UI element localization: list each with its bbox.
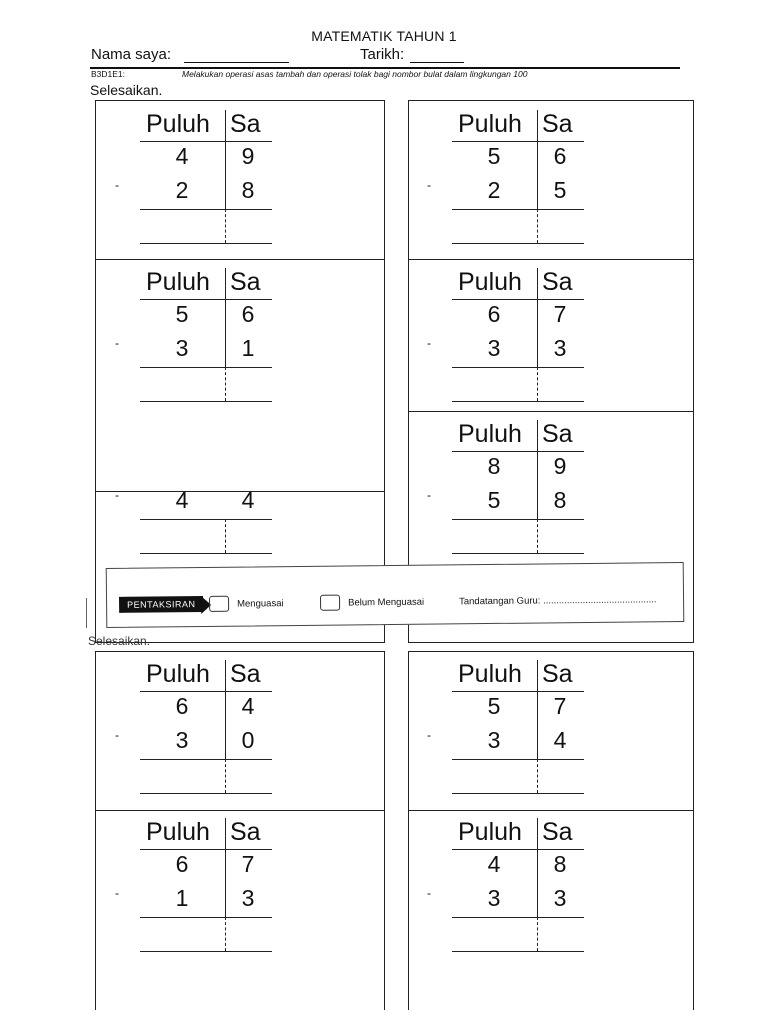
subtraction-rule [452, 209, 584, 210]
answer-rule [140, 243, 272, 244]
date-label: Tarikh: [360, 46, 405, 63]
column-divider [537, 110, 538, 209]
bottom-ones-digit: 1 [241, 335, 255, 361]
subtraction-rule [140, 759, 272, 760]
bottom-ones-digit: 8 [241, 177, 255, 203]
ones-header: Sa [542, 268, 573, 296]
worksheet-title: MATEMATIK TAHUN 1 [311, 28, 457, 44]
minus-sign: - [115, 886, 119, 900]
tens-header: Puluh [458, 660, 522, 688]
answer-rule [452, 243, 584, 244]
bottom-tens-digit: 4 [175, 487, 189, 513]
column-divider [225, 660, 226, 759]
header-rule [140, 691, 272, 692]
top-tens-digit: 5 [175, 301, 189, 327]
column-divider [225, 818, 226, 917]
bottom-ones-digit: 3 [241, 885, 255, 911]
minus-sign: - [427, 178, 431, 192]
minus-sign: - [115, 488, 119, 502]
subtraction-rule [140, 917, 272, 918]
column-divider [537, 818, 538, 917]
tens-header: Puluh [458, 110, 522, 138]
answer-rule [452, 951, 584, 952]
top-ones-digit: 9 [553, 453, 567, 479]
header-rule [140, 299, 272, 300]
answer-divider [537, 759, 538, 793]
subtraction-rule [140, 367, 272, 368]
ones-header: Sa [230, 660, 261, 688]
header-rule [452, 691, 584, 692]
top-tens-digit: 6 [487, 301, 501, 327]
header-rule [140, 141, 272, 142]
answer-divider [537, 917, 538, 951]
header-rule [452, 141, 584, 142]
answer-divider [225, 917, 226, 951]
name-field[interactable] [184, 62, 289, 63]
answer-rule [140, 793, 272, 794]
answer-divider [537, 519, 538, 553]
bottom-tens-digit: 2 [175, 177, 189, 203]
not-mastered-label: Belum Menguasai [348, 596, 425, 609]
ones-header: Sa [542, 818, 573, 846]
header-rule [140, 849, 272, 850]
bottom-tens-digit: 3 [487, 885, 501, 911]
page-edge-mark [86, 598, 93, 628]
date-field[interactable] [410, 62, 464, 63]
bottom-ones-digit: 3 [553, 885, 567, 911]
ones-header: Sa [542, 660, 573, 688]
name-label: Nama saya: [91, 46, 172, 63]
bottom-ones-digit: 4 [553, 727, 567, 753]
tens-header: Puluh [146, 268, 210, 296]
answer-divider [225, 759, 226, 793]
minus-sign: - [427, 886, 431, 900]
subtraction-rule [452, 367, 584, 368]
answer-rule [140, 401, 272, 402]
instruction-fragment: Selesaikan. [88, 634, 151, 648]
top-ones-digit: 6 [553, 143, 567, 169]
bottom-tens-digit: 3 [175, 727, 189, 753]
subtraction-rule [452, 759, 584, 760]
answer-divider [225, 519, 226, 553]
top-ones-digit: 4 [241, 693, 255, 719]
answer-rule [452, 793, 584, 794]
minus-sign: - [115, 178, 119, 192]
subtraction-rule [452, 519, 584, 520]
ones-header: Sa [230, 110, 261, 138]
minus-sign: - [427, 336, 431, 350]
header-rule [452, 299, 584, 300]
standard-code: B3D1E1: [91, 69, 126, 79]
standard-description: Melakukan operasi asas tambah dan operasi tolak bagi nombor bulat dalam lingkungan 100 [182, 69, 528, 79]
column-divider [537, 420, 538, 519]
top-ones-digit: 9 [241, 143, 255, 169]
column-divider [225, 268, 226, 367]
top-ones-digit: 7 [241, 851, 255, 877]
tens-header: Puluh [458, 268, 522, 296]
not-mastered-checkbox[interactable] [320, 595, 340, 611]
header-rule [452, 849, 584, 850]
subtraction-rule [140, 519, 272, 520]
assessment-band [106, 562, 685, 628]
bottom-ones-digit: 4 [241, 487, 255, 513]
assessment-tag: PENTAKSIRAN [119, 596, 204, 613]
ones-header: Sa [230, 818, 261, 846]
top-tens-digit: 4 [487, 851, 501, 877]
answer-divider [537, 209, 538, 243]
ones-header: Sa [230, 268, 261, 296]
minus-sign: - [115, 336, 119, 350]
answer-rule [452, 401, 584, 402]
top-ones-digit: 7 [553, 301, 567, 327]
bottom-ones-digit: 0 [241, 727, 255, 753]
top-tens-digit: 6 [175, 693, 189, 719]
instruction: Selesaikan. [90, 82, 163, 98]
teacher-signature-field[interactable]: Tandatangan Guru: ........................................... [459, 594, 657, 608]
top-tens-digit: 5 [487, 143, 501, 169]
answer-divider [537, 367, 538, 401]
minus-sign: - [427, 488, 431, 502]
answer-rule [140, 951, 272, 952]
tens-header: Puluh [458, 420, 522, 448]
answer-divider [225, 367, 226, 401]
tens-header: Puluh [458, 818, 522, 846]
header-rule [452, 451, 584, 452]
tens-header: Puluh [146, 818, 210, 846]
tens-header: Puluh [146, 110, 210, 138]
subtraction-rule [140, 209, 272, 210]
bottom-ones-digit: 3 [553, 335, 567, 361]
mastered-label: Menguasai [237, 598, 284, 610]
answer-rule [140, 553, 272, 554]
top-ones-digit: 8 [553, 851, 567, 877]
bottom-tens-digit: 3 [487, 727, 501, 753]
column-divider [225, 110, 226, 209]
top-tens-digit: 5 [487, 693, 501, 719]
top-ones-digit: 7 [553, 693, 567, 719]
bottom-tens-digit: 2 [487, 177, 501, 203]
tens-header: Puluh [146, 660, 210, 688]
bottom-ones-digit: 5 [553, 177, 567, 203]
column-divider [537, 660, 538, 759]
top-tens-digit: 4 [175, 143, 189, 169]
minus-sign: - [115, 728, 119, 742]
mastered-checkbox[interactable] [209, 596, 229, 612]
answer-rule [452, 553, 584, 554]
subtraction-rule [452, 917, 584, 918]
minus-sign: - [427, 728, 431, 742]
top-tens-digit: 6 [175, 851, 189, 877]
column-divider [537, 268, 538, 367]
ones-header: Sa [542, 420, 573, 448]
bottom-tens-digit: 1 [175, 885, 189, 911]
bottom-tens-digit: 3 [175, 335, 189, 361]
ones-header: Sa [542, 110, 573, 138]
answer-divider [225, 209, 226, 243]
bottom-tens-digit: 5 [487, 487, 501, 513]
top-ones-digit: 6 [241, 301, 255, 327]
bottom-ones-digit: 8 [553, 487, 567, 513]
top-tens-digit: 8 [487, 453, 501, 479]
bottom-tens-digit: 3 [487, 335, 501, 361]
